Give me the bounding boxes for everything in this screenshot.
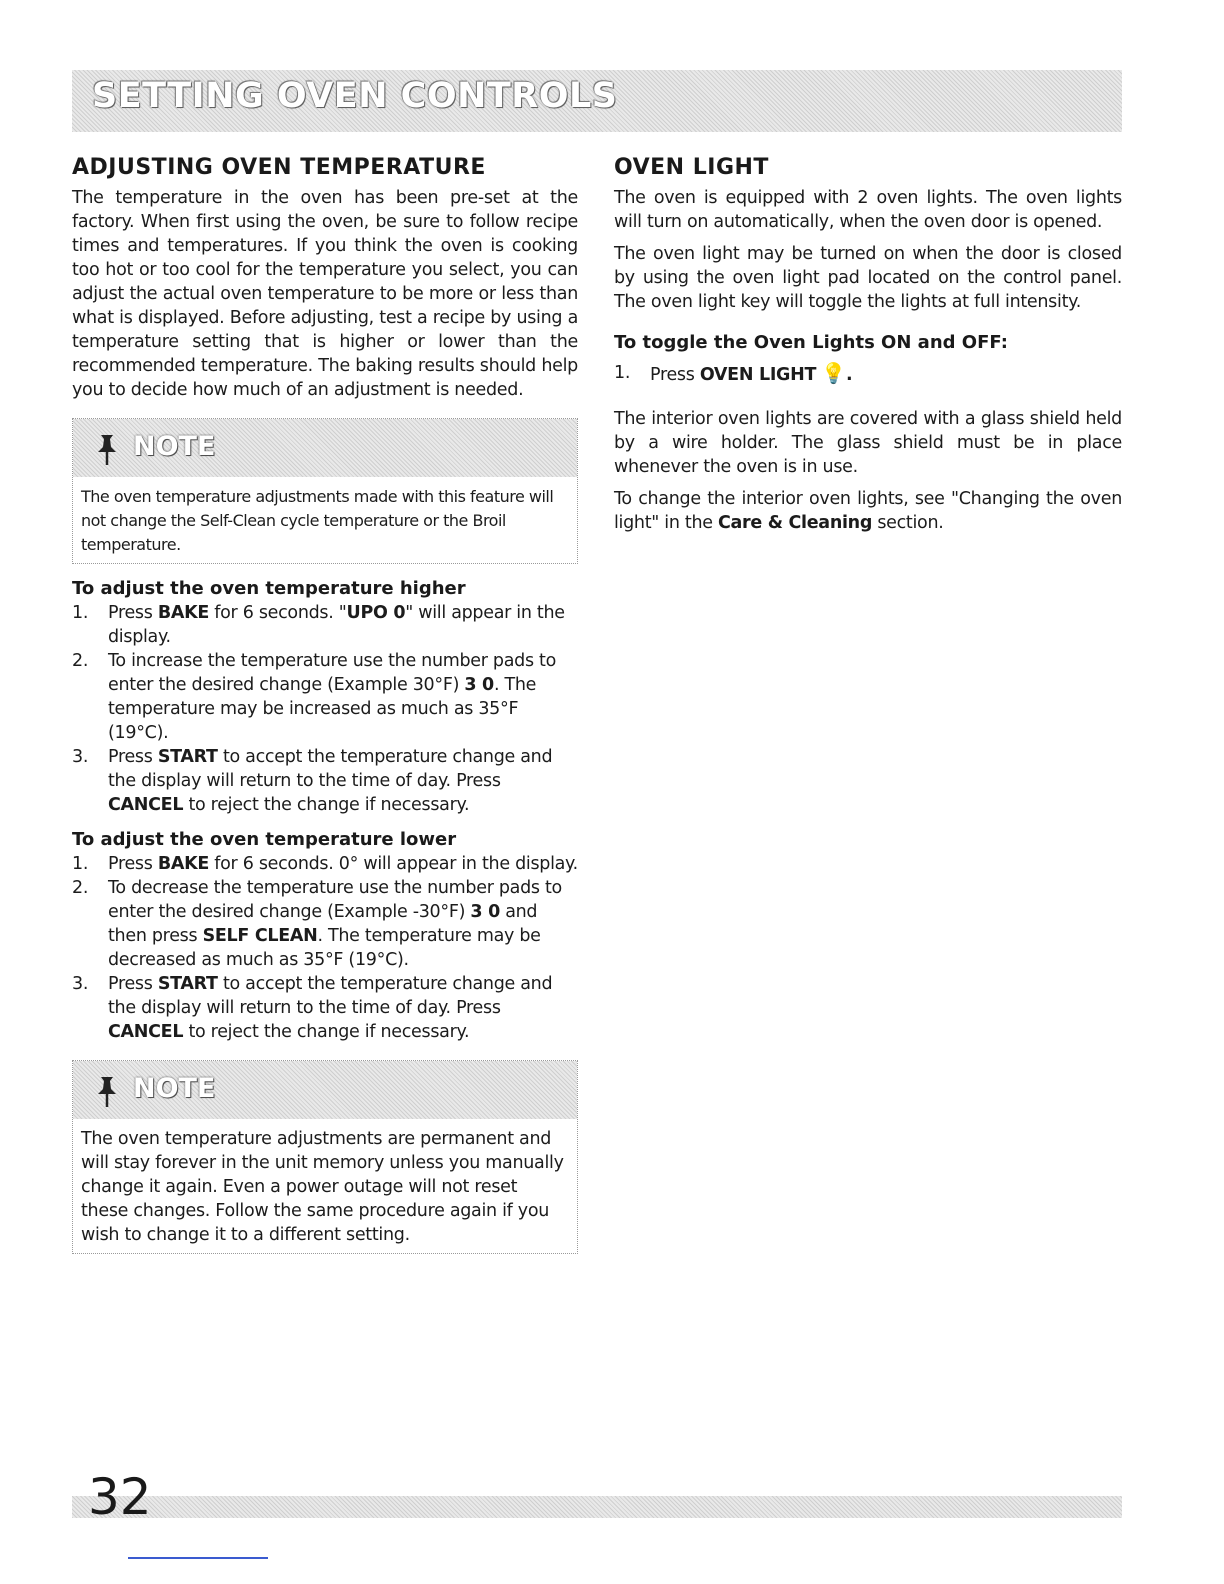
subheading-toggle: To toggle the Oven Lights ON and OFF: [614, 332, 1008, 353]
light-bulb-icon: 💡 [821, 361, 846, 385]
subheading-lower: To adjust the oven temperature lower [72, 829, 457, 850]
note-box [72, 1060, 578, 1254]
page-title: SETTING OVEN CONTROLS [92, 76, 618, 116]
subheading-higher: To adjust the oven temperature higher [72, 578, 466, 599]
note-header [73, 419, 577, 477]
section-heading-temperature: ADJUSTING OVEN TEMPERATURE [72, 155, 486, 180]
pushpin-icon [91, 1075, 123, 1109]
list-item: 3. Press START to accept the temperature change and the display will return to the time of day. Press CANCEL to reject the change if necessary. [72, 747, 553, 815]
list-item: 2. To increase the temperature use the number pads to enter the desired change (Example 30°F) 3 0. The temperature may be increased as much as 35°F (19°C). [72, 651, 557, 743]
list-item: 1. Press BAKE for 6 seconds. "UPO 0" will appear in the display. [72, 603, 565, 647]
note-box [72, 418, 578, 564]
steps-lower [72, 852, 578, 1044]
footer-rule [128, 1557, 268, 1559]
pushpin-icon [91, 433, 123, 467]
list-item: 1. Press BAKE for 6 seconds. 0° will appear in the display. [72, 854, 578, 874]
steps-higher [72, 601, 578, 817]
paragraph: The oven is equipped with 2 oven lights. The oven lights will turn on automatically, when the oven door is opened. [614, 188, 1122, 232]
right-column [614, 155, 1122, 543]
note-text: The oven temperature adjustments are permanent and will stay forever in the unit memory unless you manually change it again. Even a power outage will not reset these changes. Follow the same procedure again if you wish to change it to a different setting. [81, 1129, 564, 1245]
note-title: NOTE [133, 1073, 216, 1104]
intro-paragraph: The temperature in the oven has been pre-set at the factory. When first using the oven, be sure to follow recipe times and temperatures. If you think the oven is cooking too hot or too cool for the temperature you select, you can adjust the actual oven temperature to be more or less than what is displayed. Before adjusting, test a recipe by using a temperature setting that is higher or lower than the recommended temperature. The baking results should help you to decide how much of an adjustment is needed. [72, 188, 578, 400]
page-number: 32 [88, 1468, 152, 1526]
section-heading-oven-light: OVEN LIGHT [614, 155, 769, 180]
paragraph: The oven light may be turned on when the door is closed by using the oven light pad located on the control panel. The oven light key will toggle the lights at full intensity. [614, 244, 1122, 312]
list-item: 2. To decrease the temperature use the number pads to enter the desired change (Example -30°F) 3 0 and then press SELF CLEAN. The temperature may be decreased as much as 35°F (19°C). [72, 878, 562, 970]
paragraph: The interior oven lights are covered with a glass shield held by a wire holder. The glass shield must be in place whenever the oven is in use. [614, 409, 1122, 477]
left-column [72, 155, 578, 1268]
steps-toggle [614, 361, 1122, 387]
list-item: 3. Press START to accept the temperature change and the display will return to the time of day. Press CANCEL to reject the change if necessary. [72, 974, 553, 1042]
footer-band [72, 1496, 1122, 1518]
list-item: 1. Press OVEN LIGHT 💡. [614, 361, 853, 385]
note-text: The oven temperature adjustments made with this feature will not change the Self-Clean cycle temperature or the Broil temperature. [81, 487, 554, 554]
header-band [72, 70, 1122, 132]
paragraph: To change the interior oven lights, see "Changing the oven light" in the Care & Cleaning section. [614, 489, 1122, 533]
note-header [73, 1061, 577, 1119]
note-title: NOTE [133, 431, 216, 462]
